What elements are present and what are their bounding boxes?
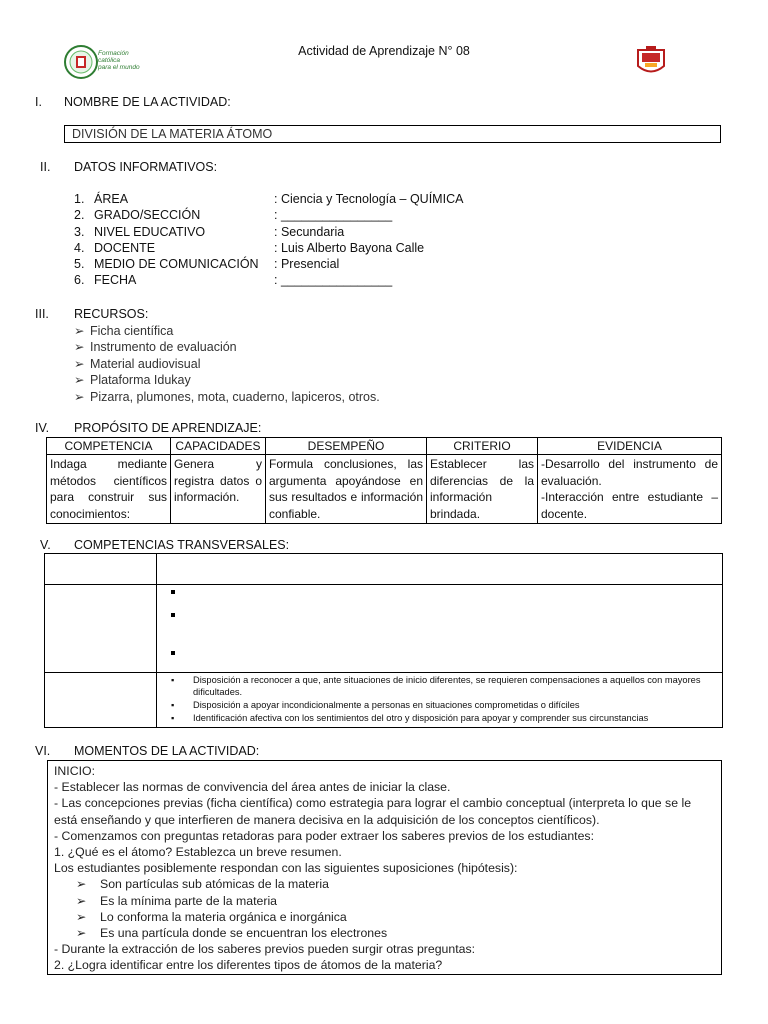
header-competencia: COMPETENCIA <box>47 438 171 455</box>
cell-capacidades: Genera y registra datos o información. <box>171 455 266 524</box>
datos-row-fecha: 6. FECHA : ________________ <box>74 273 393 288</box>
proposito-table <box>46 437 722 524</box>
activity-name-box: DIVISIÓN DE LA MATERIA ÁTOMO <box>64 125 721 143</box>
section-6-title: MOMENTOS DE LA ACTIVIDAD: <box>74 744 260 758</box>
datos-row-grado: 2. GRADO/SECCIÓN : ________________ <box>74 208 393 223</box>
header-evidencia: EVIDENCIA <box>538 438 722 455</box>
hipotesis-item: ➢ Son partículas sub atómicas de la materia <box>76 877 329 892</box>
square-bullet-icon: ▪ <box>171 700 175 710</box>
momentos-line: 2. ¿Logra identificar entre los diferentes tipos de átomos de la materia? <box>54 958 443 973</box>
transversales-table <box>44 553 723 728</box>
cell-competencia: Indaga mediante métodos científicos para construir sus conocimientos: <box>47 455 171 524</box>
arrow-bullet-icon: ➢ <box>76 909 87 924</box>
momentos-line: Los estudiantes posiblemente respondan con las siguientes suposiciones (hipótesis): <box>54 861 518 876</box>
trans-item: ▪ Disposición a reconocer a que, ante situaciones de inicio diferentes, se requieren compensaciones a aquellos con mayores dificultades. <box>171 675 701 697</box>
cell-criterio: Establecer las diferencias de la información brindada. <box>427 455 538 524</box>
recurso-item: ➢ Plataforma Idukay <box>74 373 191 388</box>
section-1-title: NOMBRE DE LA ACTIVIDAD: <box>64 95 231 109</box>
arrow-bullet-icon: ➢ <box>76 877 87 892</box>
datos-row-medio: 5. MEDIO DE COMUNICACIÓN : Presencial <box>74 257 340 272</box>
section-3-title: RECURSOS: <box>74 307 149 321</box>
datos-row-area: 1. ÁREA : Ciencia y Tecnología – QUÍMICA <box>74 192 464 206</box>
section-1-number: I. <box>35 95 42 109</box>
arrow-bullet-icon: ➢ <box>74 356 85 371</box>
trans-row-header <box>45 554 723 585</box>
square-bullet-icon <box>171 590 175 594</box>
trans-cell <box>157 673 723 728</box>
datos-row-docente: 4. DOCENTE : Luis Alberto Bayona Calle <box>74 240 425 255</box>
trans-item: ▪ Disposición a apoyar incondicionalmente a personas en situaciones comprometidas o difíciles <box>171 700 580 710</box>
square-bullet-icon: ▪ <box>171 713 175 723</box>
cell-desempeno: Formula conclusiones, las argumenta apoyándose en sus resultados e información confiable. <box>266 455 427 524</box>
section-6-number: VI. <box>35 744 51 758</box>
momentos-line: - Establecer las normas de convivencia del área antes de iniciar la clase. <box>54 780 451 795</box>
section-4-title: PROPÓSITO DE APRENDIZAJE: <box>74 421 262 435</box>
page-title: Actividad de Aprendizaje N° 08 <box>298 44 470 58</box>
proposito-row <box>47 455 722 524</box>
recurso-item: ➢ Ficha científica <box>74 324 174 338</box>
square-bullet-icon <box>171 613 175 617</box>
recursos-list <box>74 323 380 405</box>
trans-cell <box>45 673 157 728</box>
arrow-bullet-icon: ➢ <box>74 340 85 355</box>
section-5-title: COMPETENCIAS TRANSVERSALES: <box>74 538 290 552</box>
section-4-number: IV. <box>35 421 50 435</box>
hipotesis-list <box>54 876 715 941</box>
arrow-bullet-icon: ➢ <box>74 324 85 338</box>
trans-item: ▪ Identificación afectiva con los sentimientos del otro y disposición para apoyar y comprender sus circunstancias <box>171 713 649 723</box>
hipotesis-item: ➢ Lo conforma la materia orgánica e inorgánica <box>76 909 347 924</box>
arrow-bullet-icon: ➢ <box>74 373 85 388</box>
recurso-item: ➢ Instrumento de evaluación <box>74 340 237 355</box>
trans-cell <box>157 554 723 585</box>
trans-row-empty <box>45 585 723 673</box>
section-2-title: DATOS INFORMATIVOS: <box>74 160 218 174</box>
trans-cell <box>45 554 157 585</box>
arrow-bullet-icon: ➢ <box>74 389 85 404</box>
cell-evidencia: -Desarrollo del instrumento de evaluación. -Interacción entre estudiante – docente. <box>538 455 722 524</box>
header-criterio: CRITERIO <box>427 438 538 455</box>
square-bullet-icon: ▪ <box>171 675 175 685</box>
trans-row-actitudes <box>45 673 723 728</box>
momentos-line: 1. ¿Qué es el átomo? Establezca un breve resumen. <box>54 845 342 860</box>
recurso-item: ➢ Pizarra, plumones, mota, cuaderno, lapiceros, otros. <box>74 389 380 404</box>
datos-row-nivel: 3. NIVEL EDUCATIVO : Secundaria <box>74 224 345 239</box>
section-2-number: II. <box>40 160 51 174</box>
trans-cell <box>45 585 157 673</box>
section-5-number: V. <box>40 538 51 552</box>
section-3-number: III. <box>35 307 49 321</box>
hipotesis-item: ➢ Es la mínima parte de la materia <box>76 893 278 908</box>
square-bullet-icon <box>171 651 175 655</box>
arrow-bullet-icon: ➢ <box>76 926 87 941</box>
momentos-line: - Durante la extracción de los saberes previos pueden surgir otras preguntas: <box>54 942 476 957</box>
momentos-box <box>47 760 722 975</box>
header-capacidades: CAPACIDADES <box>171 438 266 455</box>
recurso-item: ➢ Material audiovisual <box>74 356 201 371</box>
momentos-line: - Comenzamos con preguntas retadoras para poder extraer los saberes previos de los estudiantes: <box>54 828 594 843</box>
hipotesis-item: ➢ Es una partícula donde se encuentran los electrones <box>76 926 388 941</box>
proposito-header-row <box>47 438 722 455</box>
momentos-line: - Las concepciones previas (ficha científica) como estrategia para lograr el cambio conceptual (interpreta lo que se le está enseñando y que interfieren de manera decisiva en la adquisición de los conceptos científicos). <box>54 796 692 827</box>
header-desempeno: DESEMPEÑO <box>266 438 427 455</box>
trans-cell <box>157 585 723 673</box>
arrow-bullet-icon: ➢ <box>76 893 87 908</box>
datos-list <box>74 192 674 290</box>
momentos-line: INICIO: <box>54 764 95 778</box>
school-logo-right <box>634 44 668 78</box>
logo-left-slogan: Formación católica para el mundo <box>98 50 140 71</box>
